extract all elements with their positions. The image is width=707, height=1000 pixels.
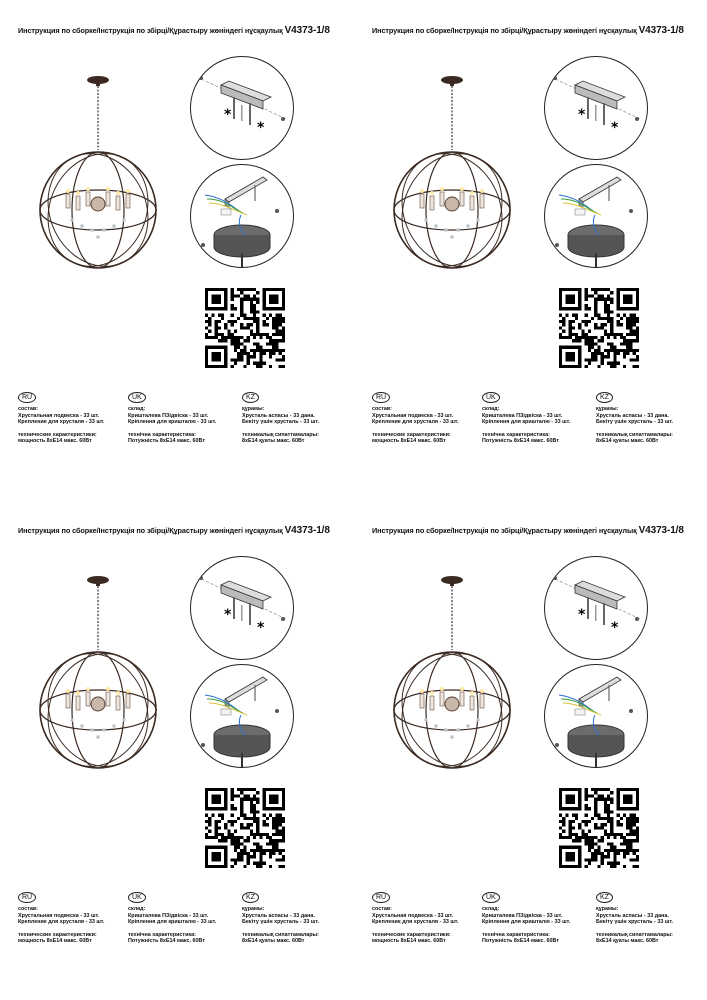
lang-badge: UK [482,392,500,403]
lang-badge: KZ [596,392,613,403]
chandelier-illustration [38,572,158,772]
mounting-bracket-diagram [190,56,294,160]
asterisk-mark: * [611,620,619,636]
canopy-wiring-diagram [544,164,648,268]
instruction-panel [0,500,353,1000]
canopy-wiring-diagram [190,664,294,768]
lang-badge: UK [128,392,146,403]
lang-block-kz: KZ құрамы: Хрусталь аспасы - 33 дана. Бекіту үшін хрусталь - 33 шт. техникалық сипаттамалары: 8хЕ14 қуаты макс. 60Вт [242,894,319,945]
lang-badge: KZ [596,892,613,903]
lang-block-uk: UK склад: Кришталева ПЗідвіска - 33 шт. Кріплення для кришталю - 33 шт. технічна характеристика: Потужність 8хЕ14 макс. 60Вт [128,394,217,445]
lang-block-ru: RU состав: Хрустальная подвеска - 33 шт. Крепление для хрусталя - 33 шт. технические характеристики: мощность 8хЕ14 макс. 60Вт [18,894,105,945]
asterisk-mark: * [578,607,586,623]
qr-code [205,288,285,368]
lang-badge: KZ [242,392,259,403]
canopy-wiring-diagram [190,164,294,268]
chandelier-illustration [38,72,158,272]
asterisk-mark: * [257,620,265,636]
lang-badge: UK [482,892,500,903]
instruction-panel [354,0,707,500]
instruction-title: Инструкция по сборке/Інструкція по збірці/Құрастыру жөніндегі нұсқаулық V4373-1/8 [372,525,684,536]
product-specs [372,392,702,462]
lang-badge: RU [18,892,36,903]
model-code: V4373-1/8 [638,525,684,536]
product-specs [18,892,348,962]
lang-block-uk: UK склад: Кришталева ПЗідвіска - 33 шт. Кріплення для кришталю - 33 шт. технічна характеристика: Потужність 8хЕ14 макс. 60Вт [128,894,217,945]
instruction-title: Инструкция по сборке/Інструкція по збірці/Құрастыру жөніндегі нұсқаулық V4373-1/8 [18,25,330,36]
lang-badge: RU [18,392,36,403]
lang-badge: RU [372,892,390,903]
asterisk-mark: * [611,120,619,136]
lang-badge: UK [128,892,146,903]
asterisk-mark: * [224,107,232,123]
lang-badge: RU [372,392,390,403]
lang-block-ru: RU состав: Хрустальная подвеска - 33 шт. Крепление для хрусталя - 33 шт. технические характеристики: мощность 8хЕ14 макс. 60Вт [372,394,459,445]
model-code: V4373-1/8 [284,525,330,536]
qr-code [205,788,285,868]
model-code: V4373-1/8 [284,25,330,36]
chandelier-illustration [392,572,512,772]
instruction-title: Инструкция по сборке/Інструкція по збірці/Құрастыру жөніндегі нұсқаулық V4373-1/8 [372,25,684,36]
instruction-panel [354,500,707,1000]
product-specs [372,892,702,962]
lang-block-ru: RU состав: Хрустальная подвеска - 33 шт. Крепление для хрусталя - 33 шт. технические характеристики: мощность 8хЕ14 макс. 60Вт [372,894,459,945]
lang-block-uk: UK склад: Кришталева ПЗідвіска - 33 шт. Кріплення для кришталю - 33 шт. технічна характеристика: Потужність 8хЕ14 макс. 60Вт [482,394,571,445]
qr-code [559,288,639,368]
lang-block-kz: KZ құрамы: Хрусталь аспасы - 33 дана. Бекіту үшін хрусталь - 33 шт. техникалық сипаттамалары: 8хЕ14 қуаты макс. 60Вт [242,394,319,445]
qr-code [559,788,639,868]
lang-block-kz: KZ құрамы: Хрусталь аспасы - 33 дана. Бекіту үшін хрусталь - 33 шт. техникалық сипаттамалары: 8хЕ14 қуаты макс. 60Вт [596,394,673,445]
instruction-title: Инструкция по сборке/Інструкція по збірці/Құрастыру жөніндегі нұсқаулық V4373-1/8 [18,525,330,536]
product-specs [18,392,348,462]
asterisk-mark: * [578,107,586,123]
mounting-bracket-diagram [544,56,648,160]
mounting-bracket-diagram [544,556,648,660]
mounting-bracket-diagram [190,556,294,660]
instruction-panel [0,0,353,500]
asterisk-mark: * [224,607,232,623]
lang-badge: KZ [242,892,259,903]
lang-block-ru: RU состав: Хрустальная подвеска - 33 шт. Крепление для хрусталя - 33 шт. технические характеристики: мощность 8хЕ14 макс. 60Вт [18,394,105,445]
lang-block-uk: UK склад: Кришталева ПЗідвіска - 33 шт. Кріплення для кришталю - 33 шт. технічна характеристика: Потужність 8хЕ14 макс. 60Вт [482,894,571,945]
canopy-wiring-diagram [544,664,648,768]
lang-block-kz: KZ құрамы: Хрусталь аспасы - 33 дана. Бекіту үшін хрусталь - 33 шт. техникалық сипаттамалары: 8хЕ14 қуаты макс. 60Вт [596,894,673,945]
chandelier-illustration [392,72,512,272]
asterisk-mark: * [257,120,265,136]
model-code: V4373-1/8 [638,25,684,36]
